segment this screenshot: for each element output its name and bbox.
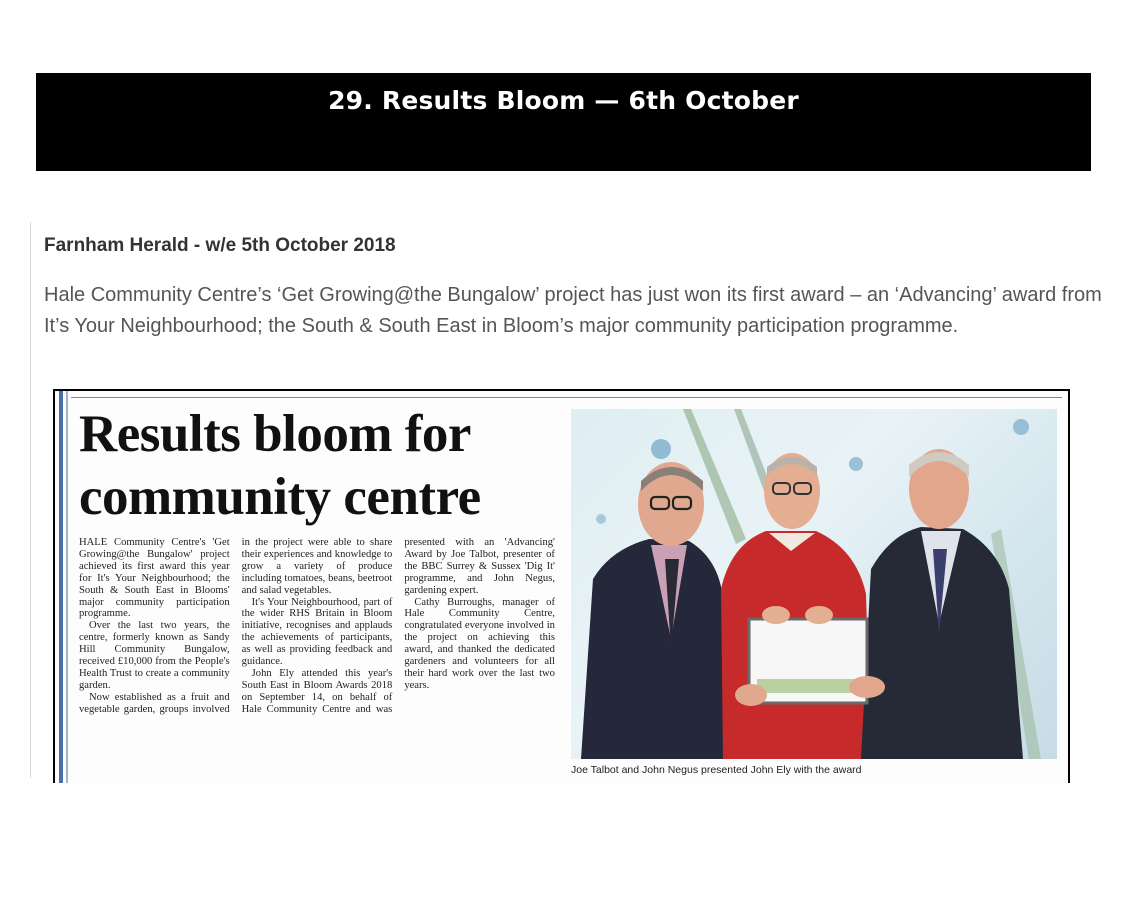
clipping-headline: [79, 403, 559, 529]
headline-line-2: community centre: [79, 468, 481, 526]
award-photo-illustration: [571, 409, 1057, 759]
photo-caption: Joe Talbot and John Negus presented John Ely with the award: [571, 764, 862, 776]
title-bar: [36, 73, 1091, 171]
article-paragraph: HALE Community Centre's 'Get Growing@the Bungalow' project achieved its first award this year for It's Your Neighbourhood; the South & South East in Blooms' major community participation programme.: [79, 537, 230, 620]
article-paragraph: Now established as a fruit and vegetable garden, groups involved in the project were able to share their experiences and knowledge to grow a variety of produce including tomatoes, beans, beetroot and salad vegetables.: [79, 537, 393, 715]
article-paragraph: Cathy Burroughs, manager of Hale Community Centre, congratulated everyone involved in the project on achieving this award, and thanked the dedicated gardeners and volunteers for all their hard work over the last two years.: [404, 596, 555, 691]
article-columns: [79, 537, 555, 783]
source-heading: Farnham Herald - w/e 5th October 2018: [44, 235, 396, 256]
page-title: 29. Results Bloom — 6th October: [328, 86, 799, 115]
article-block: [30, 222, 1101, 778]
article-paragraph: Over the last two years, the centre, formerly known as Sandy Hill Community Bungalow, received £10,000 from the People's Health Trust to create a community garden.: [79, 620, 230, 691]
newspaper-clipping: [53, 389, 1070, 783]
intro-paragraph: Hale Community Centre’s ‘Get Growing@the Bungalow’ project has just won its first award – an ‘Advancing’ award from It’s Your Neighbourhood; the South & South East in Bloom’s major community participation programme.: [44, 284, 1102, 337]
article-paragraph: John Ely attended this year's South East in Bloom Awards 2018 on September 14, on behalf of Hale Community Centre and was presented with an 'Advancing' Award by Joe Talbot, presenter of the BBC Surrey & Sussex 'Dig It' programme, and John Negus, gardening expert.: [241, 537, 555, 715]
clipping-left-rule-thin: [66, 391, 68, 783]
article-paragraph: It's Your Neighbourhood, part of the wider RHS Britain in Bloom initiative, recognises and applauds the achievements of participants, as well as providing feedback and guidance.: [241, 596, 393, 668]
headline-line-1: Results bloom for: [79, 405, 471, 463]
clipping-top-rule: [71, 397, 1062, 398]
clipping-left-rule: [59, 391, 63, 783]
award-photo: [571, 409, 1057, 759]
